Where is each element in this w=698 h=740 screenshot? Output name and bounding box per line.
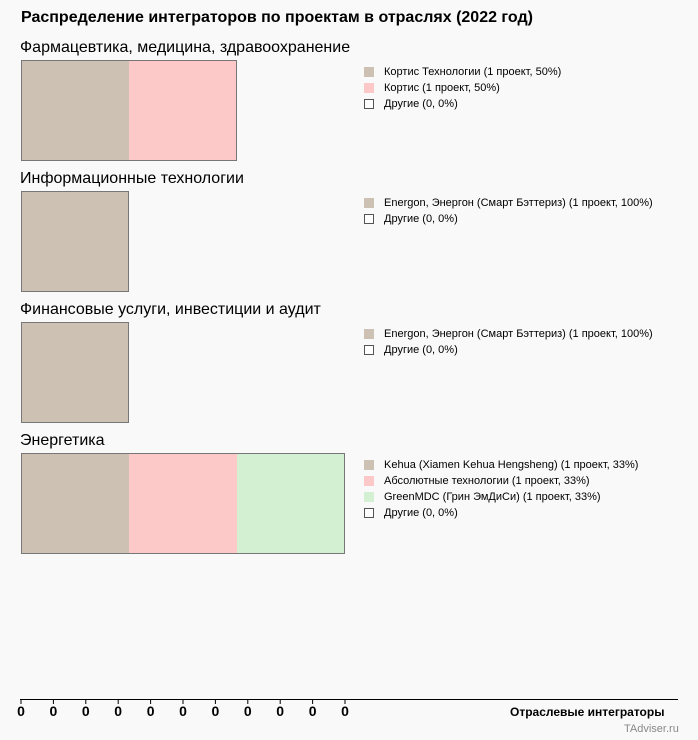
legend-label: Кортис Технологии (1 проект, 50%) <box>384 66 562 78</box>
x-tick-label: 0 <box>17 703 25 719</box>
legend-swatch <box>364 508 374 518</box>
bar-segment <box>21 191 129 292</box>
legend-swatch <box>364 329 374 339</box>
bar-segment <box>21 322 129 423</box>
legend-swatch <box>364 67 374 77</box>
legend-swatch <box>364 492 374 502</box>
bar-segment <box>129 453 237 554</box>
x-tick-label: 0 <box>243 703 252 719</box>
x-tick-label: 0 <box>49 703 58 719</box>
legend-swatch <box>364 99 374 109</box>
section-label: Финансовые услуги, инвестиции и аудит <box>20 301 321 318</box>
x-tick-label: 0 <box>276 703 285 719</box>
legend-label: Другие (0, 0%) <box>384 213 458 225</box>
legend-label: Другие (0, 0%) <box>384 507 458 519</box>
section-label: Фармацевтика, медицина, здравоохранение <box>20 39 351 56</box>
x-axis-title: Отраслевые интеграторы <box>510 705 665 719</box>
legend-label: Kehua (Xiamen Kehua Hengsheng) (1 проект, 33%) <box>384 459 639 471</box>
bar-segment <box>237 453 345 554</box>
x-tick-label: 0 <box>146 703 155 719</box>
legend-label: Energon, Энергон (Смарт Бэттериз) (1 проект, 100%) <box>384 328 653 340</box>
legend-swatch <box>364 476 374 486</box>
bar-segment <box>21 60 129 161</box>
x-tick-label: 0 <box>179 703 187 719</box>
legend-label: Другие (0, 0%) <box>384 98 458 110</box>
bar-segment <box>129 60 237 161</box>
legend-label: Другие (0, 0%) <box>384 344 458 356</box>
chart-title: Распределение интеграторов по проектам в отраслях (2022 год) <box>21 9 533 26</box>
section-label: Информационные технологии <box>20 170 244 187</box>
legend-label: Кортис (1 проект, 50%) <box>384 82 500 94</box>
legend-label: Абсолютные технологии (1 проект, 33%) <box>384 475 590 487</box>
legend-swatch <box>364 198 374 208</box>
x-tick-label: 0 <box>341 703 349 719</box>
legend-swatch <box>364 460 374 470</box>
watermark: TAdviser.ru <box>624 723 679 735</box>
x-tick-label: 0 <box>81 703 90 719</box>
x-tick-label: 0 <box>211 703 220 719</box>
legend-label: GreenMDC (Грин ЭмДиСи) (1 проект, 33%) <box>384 491 601 503</box>
legend-swatch <box>364 214 374 224</box>
section-label: Энергетика <box>20 432 105 449</box>
bar-segment <box>21 453 129 554</box>
x-tick-label: 0 <box>114 703 123 719</box>
legend-swatch <box>364 345 374 355</box>
legend-label: Energon, Энергон (Смарт Бэттериз) (1 проект, 100%) <box>384 197 653 209</box>
x-tick-label: 0 <box>308 703 317 719</box>
legend-swatch <box>364 83 374 93</box>
